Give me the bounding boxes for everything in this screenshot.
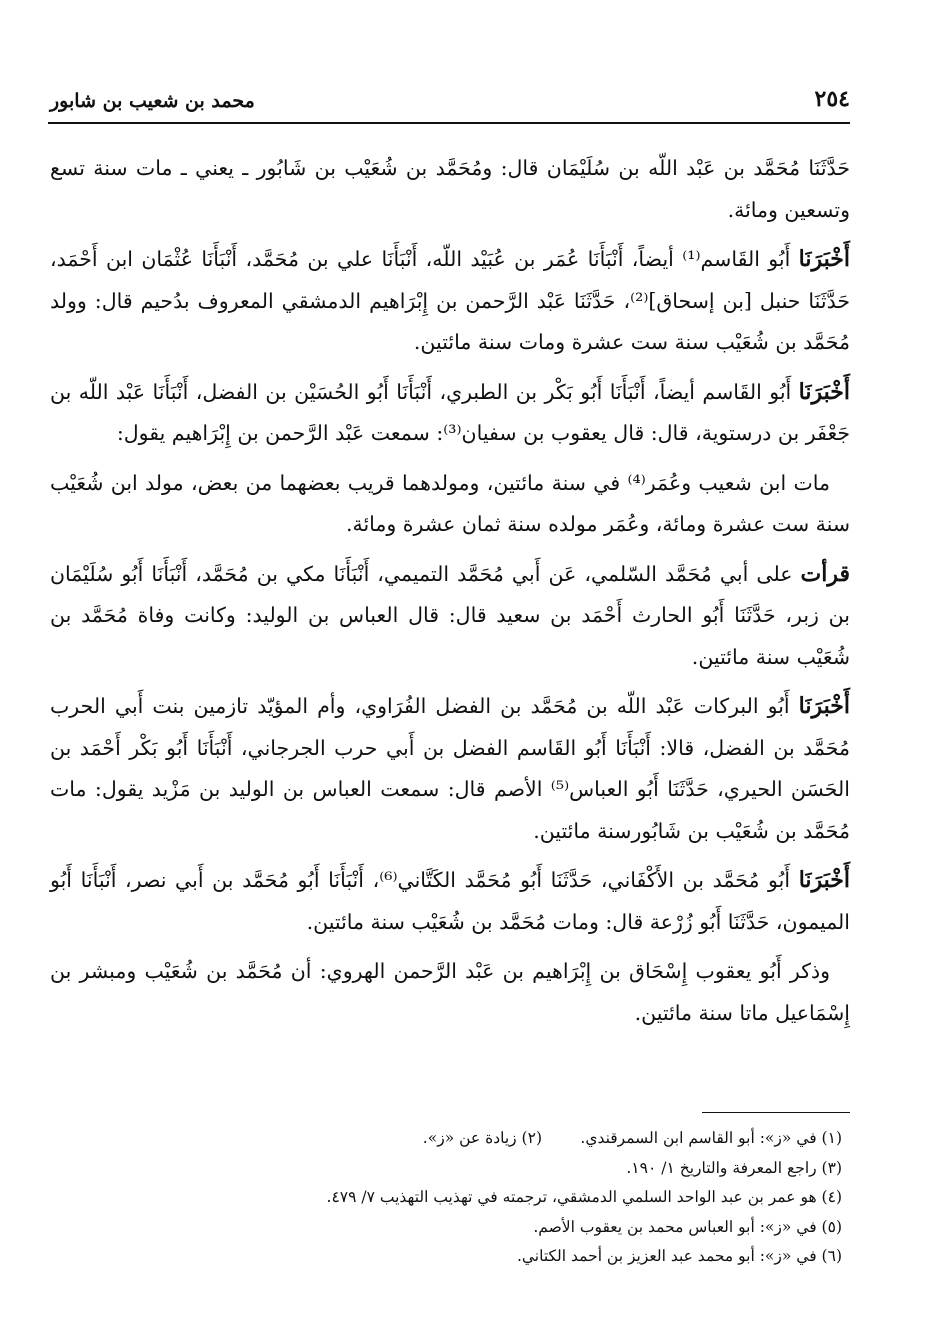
paragraph-text: أَبُو مُحَمَّد بن الأَكْفَاني، حَدَّثَنَا أَبُو مُحَمَّد الكَتَّاني⁽⁶⁾، أَنْبَأَنَا أَبُو مُحَمَّد بن أَبي نصر، أَنْبَأَنَا أَبُو الميمون، حَدَّثَنَا أَبُو زُرْعة قال: ومات مُحَمَّد بن شُعَيْب سنة مائتين. — [50, 868, 850, 934]
footnote-row — [60, 1183, 842, 1213]
footnote: (٢) زيادة عن «ز». — [422, 1129, 542, 1147]
paragraph — [50, 239, 850, 364]
paragraph — [50, 554, 850, 679]
footnote-divider — [702, 1112, 850, 1113]
footnote: (٣) راجع المعرفة والتاريخ ١/ ١٩٠. — [626, 1158, 842, 1177]
paragraph-lead-word: أَخْبَرَنَا — [798, 378, 850, 405]
paragraph-text: على أبي مُحَمَّد السّلمي، عَن أَبي مُحَمَّد التميمي، أَنْبَأَنَا مكي بن مُحَمَّد، أَنْبَأَنَا أَبُو سُلَيْمَان بن زبر، حَدَّثَنَا أَبُو الحارث أَحْمَد بن سعيد قال: قال العباس بن الوليد: وكانت وفاة مُحَمَّد بن شُعَيْب سنة مائتين. — [50, 561, 850, 669]
paragraph-text: وذكر أَبُو يعقوب إِسْحَاق بن إِبْرَاهيم بن عَبْد الرَّحمن الهروي: أن مُحَمَّد بن شُعَيْب ومبشر بن إِسْمَاعيل ماتا سنة مائتين. — [50, 959, 850, 1025]
running-title: محمد بن شعيب بن شابور — [50, 90, 255, 112]
paragraph-text: أَبُو القَاسم أيضاً، أَنْبَأَنَا أَبُو بَكْر بن الطبري، أَنْبَأَنَا أَبُو الحُسَيْن بن الفضل، أَنْبَأَنَا عَبْد اللّه بن جَعْفَر بن درستوية، قال: قال يعقوب بن سفيان⁽³⁾: سمعت عَبْد الرَّحمن بن إِبْرَاهيم يقول: — [50, 379, 850, 445]
paragraph-text: أَبُو البركات عَبْد اللّه بن مُحَمَّد بن الفضل الفُرَاوي، وأم المؤيّد تازمين بنت أَبي الحرب مُحَمَّد بن الفضل، قالا: أَنْبَأَنَا أَبُو القَاسم الفضل بن أَبي حرب الجرجاني، أَنْبَأَنَا أَبُو بَكْر أَحْمَد بن الحَسَن الحيري، حَدَّثَنَا أَبُو العباس⁽⁵⁾ الأصم قال: سمعت العباس بن الوليد بن مَزْيد يقول: مات مُحَمَّد بن شُعَيْب بن شَابُورسنة مائتين. — [50, 694, 850, 843]
paragraph — [50, 372, 850, 455]
paragraph-text: مات ابن شعيب وعُمَر⁽⁴⁾ في سنة مائتين، ومولدهما قريب بعضهما من بعض، مولد ابن شُعَيْب سنة ست عشرة ومائة، وعُمَر مولده سنة ثمان عشرة ومائة. — [50, 470, 850, 536]
paragraph-lead-word: أَخْبَرَنَا — [798, 867, 851, 893]
paragraph-text: حَدَّثَنَا مُحَمَّد بن عَبْد اللّه بن سُلَيْمَان قال: ومُحَمَّد بن شُعَيْب بن شَابُور ـ يعني ـ مات سنة تسع وتسعين ومائة. — [50, 156, 850, 222]
paragraph — [50, 148, 850, 231]
footnote: (٥) في «ز»: أبو العباس محمد بن يعقوب الأصم. — [533, 1217, 842, 1236]
paragraph-lead-word: قرأت — [800, 560, 850, 587]
main-text — [50, 148, 850, 1042]
footnote: (٤) هو عمر بن عبد الواحد السلمي الدمشقي، ترجمته في تهذيب التهذيب ٧/ ٤٧٩. — [326, 1188, 842, 1206]
page-number: ٢٥٤ — [814, 86, 850, 112]
footnote-row — [60, 1124, 842, 1154]
paragraph — [50, 463, 850, 546]
footnote-row — [60, 1213, 842, 1243]
paragraph — [50, 860, 850, 943]
paragraph-text: أَبُو القَاسم⁽¹⁾ أيضاً، أَنْبَأَنَا عُمَر بن عُبَيْد اللّه، أَنْبَأَنَا علي بن مُحَمَّد، أَنْبَأَنَا عُثْمَان ابن أَحْمَد، حَدَّثَنَا حنبل [بن إسحاق]⁽²⁾، حَدَّثَنَا عَبْد الرَّحمن بن إِبْرَاهيم الدمشقي المعروف بدُحيم قال: وولد مُحَمَّد بن شُعَيْب سنة ست عشرة ومات سنة مائتين. — [50, 247, 850, 354]
footnote-row — [60, 1242, 842, 1272]
paragraph-lead-word: أَخْبَرَنَا — [798, 693, 850, 719]
header-divider — [48, 122, 850, 124]
paragraph — [50, 951, 850, 1034]
paragraph — [50, 686, 850, 852]
footnote: (١) في «ز»: أبو القاسم ابن السمرقندي. — [580, 1129, 842, 1147]
running-header — [50, 80, 850, 112]
footnote: (٦) في «ز»: أبو محمد عبد العزيز بن أحمد الكتاني. — [516, 1247, 842, 1265]
footnote-row — [60, 1154, 842, 1184]
footnotes — [60, 1124, 842, 1272]
paragraph-lead-word: أَخْبَرَنَا — [798, 246, 850, 272]
